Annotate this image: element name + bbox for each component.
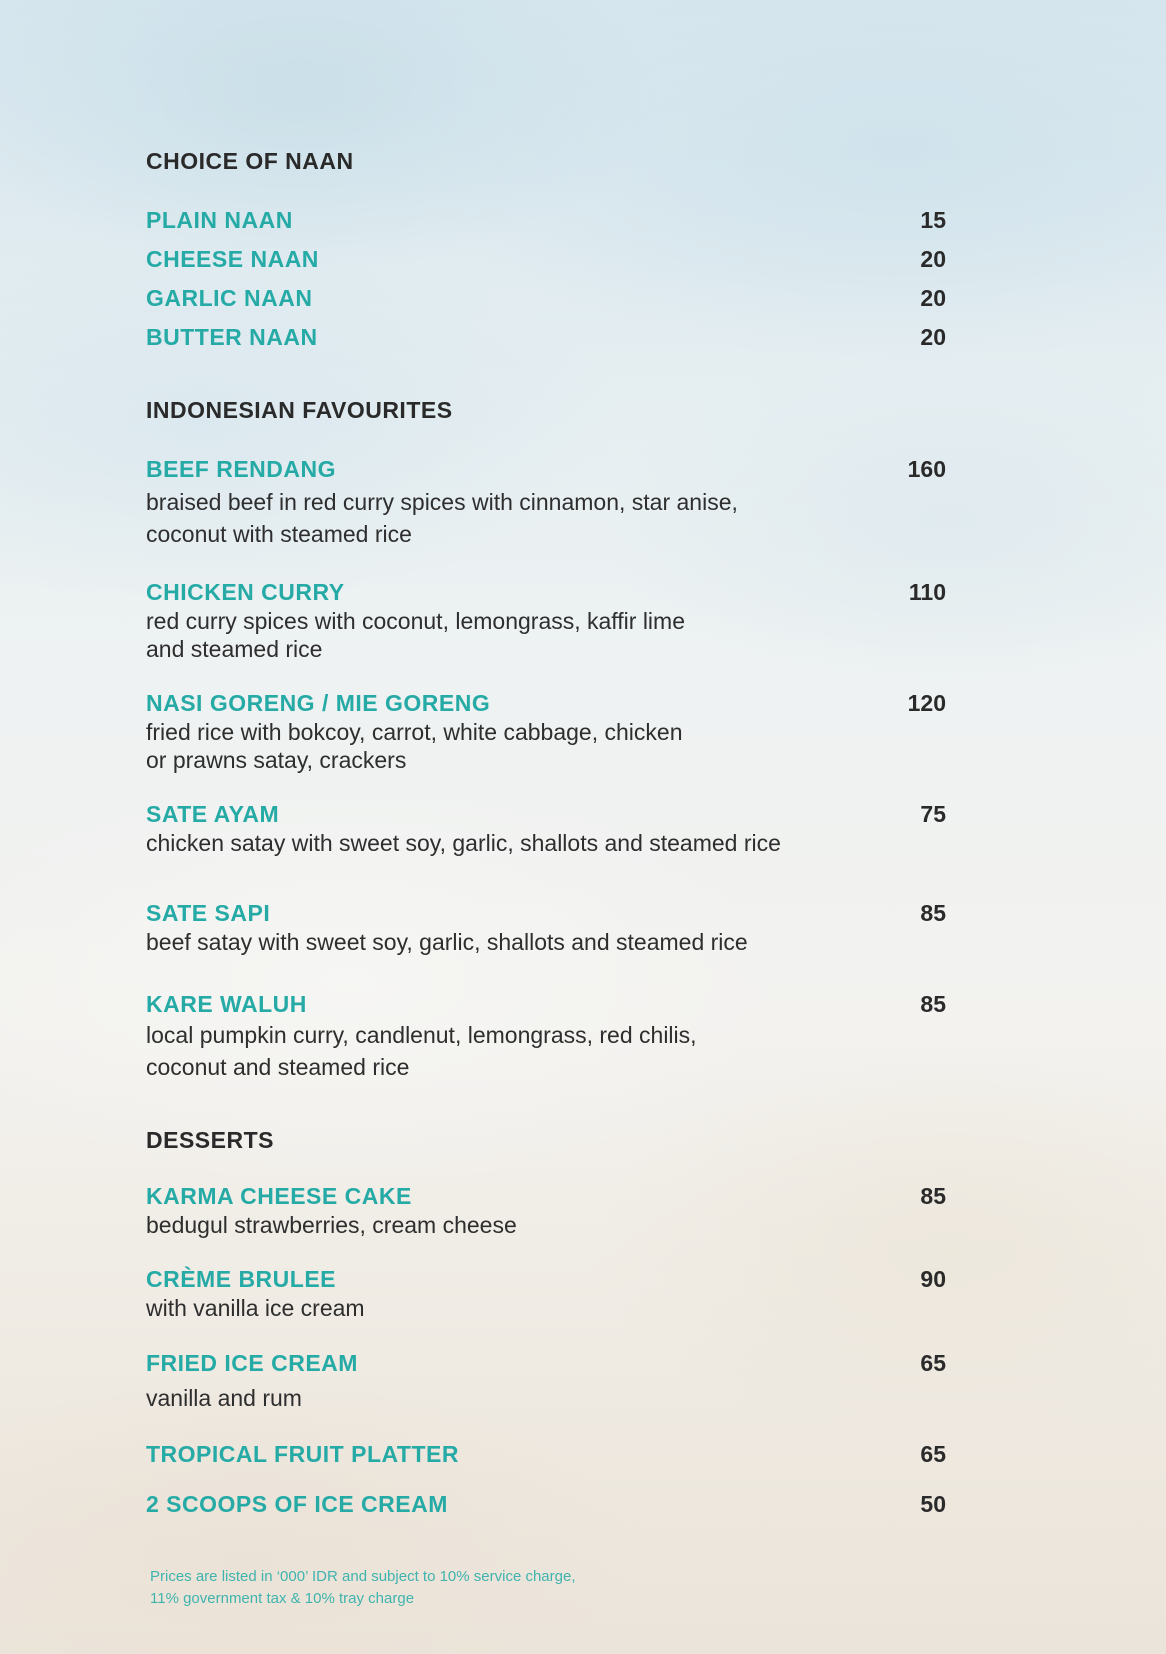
item-name: PLAIN NAAN	[146, 207, 293, 233]
item-price: 85	[920, 900, 946, 926]
section-title-indonesian: INDONESIAN FAVOURITES	[146, 397, 453, 423]
section-title-naan: CHOICE OF NAAN	[146, 148, 354, 174]
item-description: bedugul strawberries, cream cheese	[146, 1212, 517, 1238]
item-description: beef satay with sweet soy, garlic, shallots and steamed rice	[146, 929, 748, 955]
item-description: or prawns satay, crackers	[146, 747, 407, 773]
item-name: GARLIC NAAN	[146, 285, 313, 311]
item-price: 20	[920, 246, 946, 272]
item-name: KARE WALUH	[146, 991, 307, 1017]
item-description: coconut with steamed rice	[146, 521, 412, 547]
item-name: KARMA CHEESE CAKE	[146, 1183, 412, 1209]
item-price: 85	[920, 991, 946, 1017]
item-price: 15	[920, 207, 946, 233]
item-description: braised beef in red curry spices with cinnamon, star anise,	[146, 489, 738, 515]
item-price: 85	[920, 1183, 946, 1209]
item-name: SATE SAPI	[146, 900, 271, 926]
item-description: chicken satay with sweet soy, garlic, shallots and steamed rice	[146, 830, 781, 856]
item-description: coconut and steamed rice	[146, 1054, 410, 1080]
item-description: vanilla and rum	[146, 1385, 302, 1411]
item-price: 120	[907, 690, 946, 716]
item-description: and steamed rice	[146, 636, 323, 662]
item-name: 2 SCOOPS OF ICE CREAM	[146, 1491, 448, 1517]
item-description: red curry spices with coconut, lemongrass, kaffir lime	[146, 608, 685, 634]
item-name: CHICKEN CURRY	[146, 579, 345, 605]
price-footnote: Prices are listed in ‘000’ IDR and subject to 10% service charge,	[150, 1568, 576, 1585]
item-price: 65	[920, 1441, 946, 1467]
item-name: SATE AYAM	[146, 801, 280, 827]
item-description: local pumpkin curry, candlenut, lemongrass, red chilis,	[146, 1022, 697, 1048]
item-name: FRIED ICE CREAM	[146, 1350, 358, 1376]
item-description: with vanilla ice cream	[146, 1295, 365, 1321]
section-title-desserts: DESSERTS	[146, 1127, 274, 1153]
item-name: BEEF RENDANG	[146, 456, 337, 482]
item-price: 20	[920, 324, 946, 350]
item-name: NASI GORENG / MIE GORENG	[146, 690, 491, 716]
item-description: fried rice with bokcoy, carrot, white cabbage, chicken	[146, 719, 683, 745]
price-footnote: 11% government tax & 10% tray charge	[150, 1590, 415, 1607]
item-name: BUTTER NAAN	[146, 324, 318, 350]
item-price: 50	[920, 1491, 946, 1517]
item-price: 160	[907, 456, 946, 482]
item-name: CHEESE NAAN	[146, 246, 319, 272]
item-price: 110	[908, 579, 946, 605]
item-price: 75	[920, 801, 946, 827]
item-price: 90	[920, 1266, 946, 1292]
item-price: 65	[920, 1350, 946, 1376]
item-price: 20	[920, 285, 946, 311]
item-name: CRÈME BRULEE	[146, 1266, 337, 1292]
item-name: TROPICAL FRUIT PLATTER	[146, 1441, 459, 1467]
